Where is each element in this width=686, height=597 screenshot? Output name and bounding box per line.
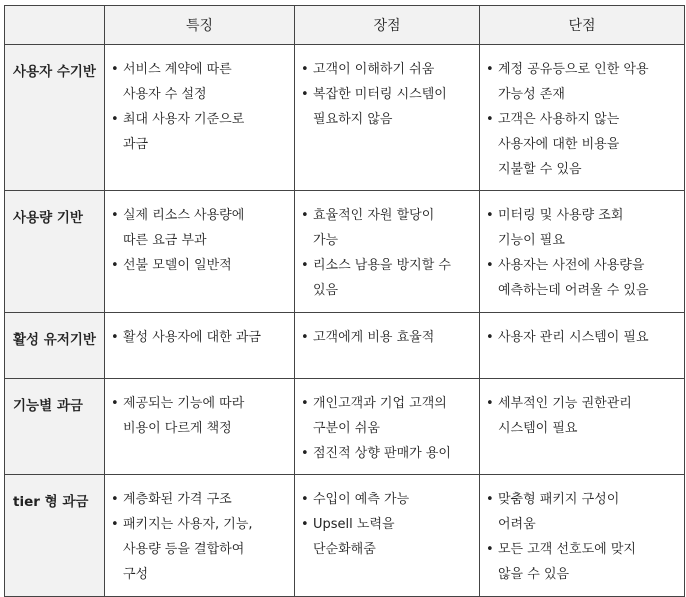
header-features: 특징 [105,6,295,45]
list-item: • 세부적인 기능 권한관리 시스템이 필요 [486,391,680,441]
feature-cell [105,191,295,313]
table-row [5,191,685,313]
pricing-comparison-table [4,5,685,597]
bullet-list [480,379,684,449]
header-pros: 장점 [295,6,480,45]
list-item: • 수입이 예측 가능 [301,487,475,512]
list-item: • 사용자는 사전에 사용량을 예측하는데 어려울 수 있음 [486,253,680,303]
bullet-list [105,191,294,286]
cons-cell [480,45,685,191]
bullet-list [480,191,684,311]
bullet-list [295,379,479,474]
list-item: • 고객에게 비용 효율적 [301,325,475,350]
list-item: • 계정 공유등으로 인한 악용 가능성 존재 [486,57,680,107]
cons-cell [480,191,685,313]
bullet-list [480,45,684,190]
pros-cell [295,45,480,191]
bullet-list [295,475,479,570]
row-label: 사용량 기반 [5,191,105,313]
list-item: • 리소스 남용을 방지할 수 있음 [301,253,475,303]
list-item: • 서비스 계약에 따른 사용자 수 설정 [111,57,290,107]
list-item: • Upsell 노력을 단순화해줌 [301,512,475,562]
cons-cell [480,379,685,475]
bullet-list [480,475,684,595]
row-label: 기능별 과금 [5,379,105,475]
bullet-list [480,313,684,358]
header-corner [5,6,105,45]
bullet-list [105,475,294,595]
list-item: • 선불 모델이 일반적 [111,253,290,278]
row-label: tier 형 과금 [5,475,105,597]
list-item: • 점진적 상향 판매가 용이 [301,441,475,466]
list-item: • 패키지는 사용자, 기능, 사용량 등을 결합하여 구성 [111,512,290,587]
list-item: • 고객은 사용하지 않는 사용자에 대한 비용을 지불할 수 있음 [486,107,680,182]
feature-cell [105,475,295,597]
pros-cell [295,475,480,597]
bullet-list [105,313,294,358]
list-item: • 제공되는 기능에 따라 비용이 다르게 책정 [111,391,290,441]
list-item: • 사용자 관리 시스템이 필요 [486,325,680,350]
table-row [5,45,685,191]
bullet-list [295,45,479,140]
cons-cell [480,313,685,379]
table-row [5,379,685,475]
list-item: • 맞춤형 패키지 구성이 어려움 [486,487,680,537]
bullet-list [295,191,479,311]
list-item: • 고객이 이해하기 쉬움 [301,57,475,82]
table-row [5,313,685,379]
feature-cell [105,313,295,379]
feature-cell [105,45,295,191]
list-item: • 복잡한 미터링 시스템이 필요하지 않음 [301,82,475,132]
pros-cell [295,379,480,475]
bullet-list [295,313,479,358]
list-item: • 활성 사용자에 대한 과금 [111,325,290,350]
cons-cell [480,475,685,597]
row-label: 사용자 수기반 [5,45,105,191]
list-item: • 효율적인 자원 할당이 가능 [301,203,475,253]
list-item: • 최대 사용자 기준으로 과금 [111,107,290,157]
header-row [5,6,685,45]
list-item: • 모든 고객 선호도에 맞지 않을 수 있음 [486,537,680,587]
feature-cell [105,379,295,475]
pros-cell [295,191,480,313]
bullet-list [105,45,294,165]
list-item: • 실제 리소스 사용량에 따른 요금 부과 [111,203,290,253]
bullet-list [105,379,294,449]
header-cons: 단점 [480,6,685,45]
pros-cell [295,313,480,379]
list-item: • 개인고객과 기업 고객의 구분이 쉬움 [301,391,475,441]
list-item: • 계층화된 가격 구조 [111,487,290,512]
row-label: 활성 유저기반 [5,313,105,379]
list-item: • 미터링 및 사용량 조회 기능이 필요 [486,203,680,253]
table-row [5,475,685,597]
